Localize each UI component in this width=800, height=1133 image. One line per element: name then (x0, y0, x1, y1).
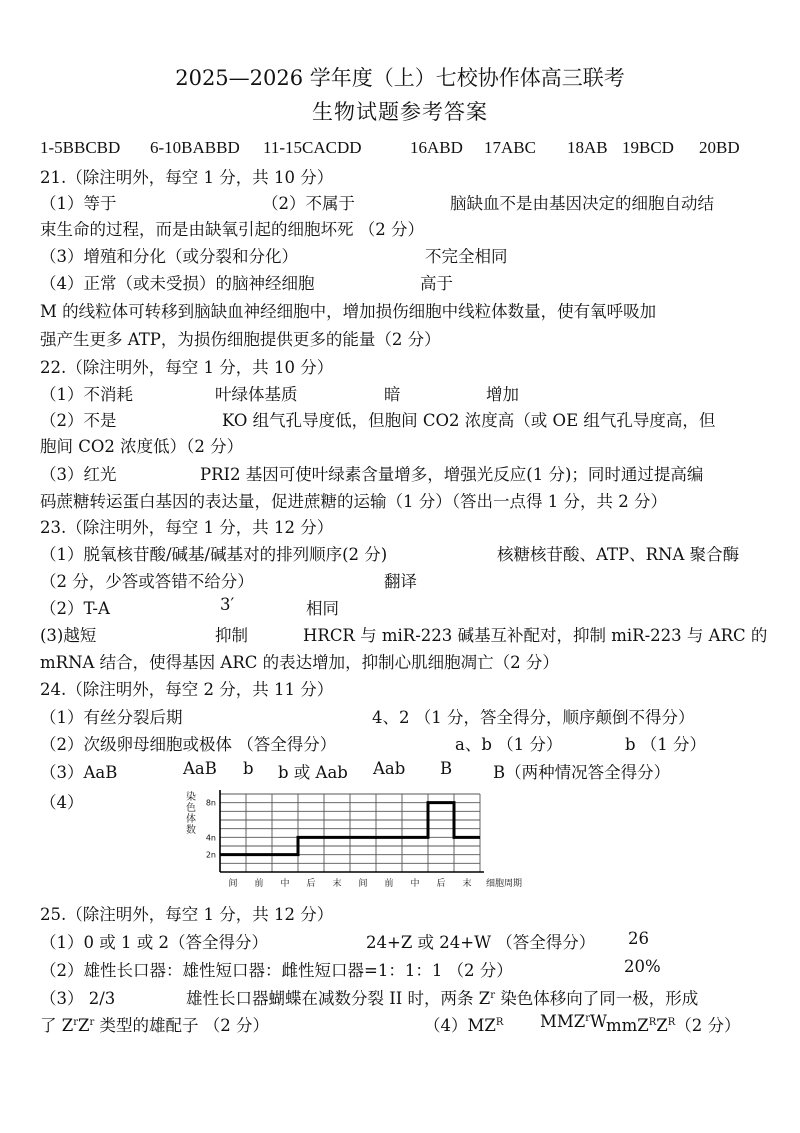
q21-line: （1）等于 （2）不属于 脑缺血不是由基因决定的细胞自动结 (40, 194, 714, 213)
y-axis-label-char: 染 (186, 792, 196, 803)
choice-answer: 18AB (567, 138, 608, 157)
y-tick-labels (206, 799, 216, 860)
q21-line: 束生命的过程，而是由缺氧引起的细胞坏死 （2 分） (40, 220, 424, 239)
q22-line: （2）不是 KO 组气孔导度低，但胞间 CO2 浓度高（或 OE 组气孔导度高，但 (40, 411, 716, 430)
q25-line: （3） 2/3 雄性长口器蝴蝶在减数分裂 II 时，两条 $Z^r$ 染色体移向了同一极，形成 (40, 989, 699, 1008)
q25-line: （1）0 或 1 或 2（答全得分） 24+Z 或 24+W （答全得分） 26 (40, 929, 649, 952)
chromosome-chart (180, 788, 560, 900)
q22-line: （1）不消耗 叶绿体基质 暗 增加 (40, 385, 519, 404)
choice-answers-row (0, 138, 800, 166)
y-axis-label (186, 790, 196, 836)
q23-line: mRNA 结合，使得基因 ARC 的表达增加，抑制心肌细胞凋亡（2 分） (40, 653, 559, 672)
q21-heading: 21.（除注明外，每空 1 分，共 10 分） (40, 168, 334, 187)
choice-answer: 19BCD (622, 138, 674, 157)
x-tick-label: 间 (358, 879, 368, 889)
q24-line: （1）有丝分裂后期 4、2 （1 分，答全得分，顺序颠倒不得分） (40, 708, 695, 727)
q21-line: M 的线粒体可转移到脑缺血神经细胞中，增加损伤细胞中线粒体数量，使有氧呼吸加 (40, 302, 657, 321)
x-axis-label: 细胞周期 (486, 879, 523, 889)
q23-line: (3)越短 抑制 HRCR 与 miR-223 碱基互补配对，抑制 miR-223 与 ARC 的 (40, 626, 768, 645)
q22-line: 码蔗糖转运蛋白基因的表达量，促进蔗糖的运输（1 分）（答出一点得 1 分，共 2 分） (40, 492, 667, 511)
y-axis-label-char: 数 (186, 825, 196, 836)
q22-line: （3）红光 PRI2 基因可使叶绿素含量增多，增强光反应(1 分)；同时通过提高编 (40, 465, 704, 484)
x-tick-label: 中 (410, 879, 420, 889)
page-subtitle: 生物试题参考答案 (312, 100, 488, 124)
choice-answer: 16ABD (410, 138, 463, 157)
q24-heading: 24.（除注明外，每空 2 分，共 11 分） (40, 680, 334, 699)
choice-answer: 11-15CACDD (263, 138, 362, 157)
q24-line: （4） (40, 793, 84, 812)
q25-line: 了 $Z^rZ^r$ 类型的雄配子 （2 分） $(4)MZ^R$ MMZ$^r$W $mmZ^RZ^R(2$ 分） (40, 1012, 741, 1035)
q23-line: （2 分，少答或答错不给分） 翻译 (40, 572, 417, 591)
y-tick-label: 8n (205, 798, 216, 808)
q21-line: 强产生更多 ATP，为损伤细胞提供更多的能量（2 分） (40, 330, 441, 349)
choice-answer: 20BD (699, 138, 740, 157)
x-tick-labels (228, 877, 522, 889)
y-tick-label: 4n (205, 833, 216, 843)
q21-line: （4）正常（或未受损）的脑神经细胞 高于 (40, 274, 453, 293)
q22-heading: 22.（除注明外，每空 1 分，共 10 分） (40, 358, 334, 377)
q25-line: （2）雄性长口器：雄性短口器：雌性短口器=1：1：1 （2 分） 20% (40, 957, 661, 980)
x-tick-label: 前 (384, 879, 394, 889)
x-tick-label: 末 (332, 879, 342, 889)
x-tick-label: 末 (462, 879, 472, 889)
x-tick-label: 后 (306, 879, 316, 889)
chart-grid (220, 794, 480, 872)
choice-answer: 17ABC (484, 138, 536, 157)
q23-line: （1）脱氧核苷酸/碱基/碱基对的排列顺序(2 分) 核糖核苷酸、ATP、RNA 聚合酶 (40, 545, 740, 564)
q25-heading: 25.（除注明外，每空 1 分，共 12 分） (40, 905, 334, 924)
choice-answer: 6-10BABBD (150, 138, 240, 157)
q21-line: （3）增殖和分化（或分裂和分化） 不完全相同 (40, 247, 508, 266)
choice-answer: 1-5BBCBD (40, 138, 121, 157)
x-tick-label: 后 (436, 879, 446, 889)
y-tick-label: 2n (205, 850, 216, 860)
x-tick-label: 前 (254, 879, 264, 889)
y-axis-label-char: 体 (186, 814, 196, 825)
page-title: 2025—2026 学年度（上）七校协作体高三联考 (175, 66, 625, 90)
y-axis-label-char: 色 (186, 803, 196, 814)
x-tick-label: 间 (228, 879, 238, 889)
q24-line: （2）次级卵母细胞或极体 （答全得分） a、b （1 分） b （1 分） (40, 735, 707, 754)
q23-heading: 23.（除注明外，每空 1 分，共 12 分） (40, 518, 334, 537)
x-tick-label: 中 (280, 879, 290, 889)
q23-line: （2）T-A 3′ 相同 (40, 595, 339, 618)
q22-line: 胞间 CO2 浓度低）（2 分） (40, 437, 244, 456)
q24-line: （3）AaB AaB b b 或 Aab Aab B B（两种情况答全得分） (40, 759, 671, 782)
